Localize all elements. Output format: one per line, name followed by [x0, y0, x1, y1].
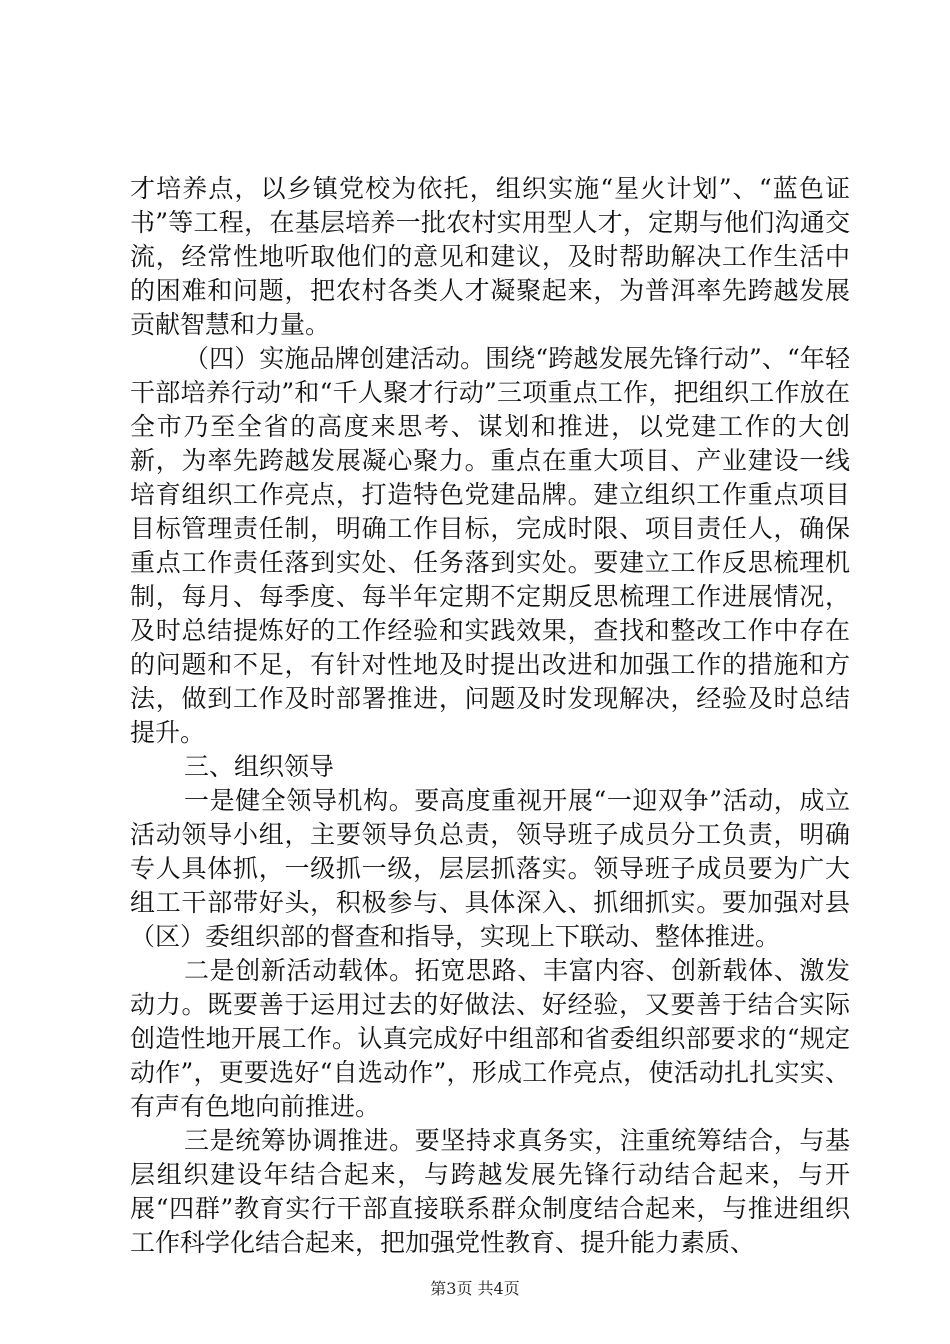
paragraph-continued: 才培养点，以乡镇党校为依托，组织实施“星火计划”、“蓝色证书”等工程，在基层培养一批农村实用型人才，定期与他们沟通交流，经常性地听取他们的意见和建议，及时帮助解决工作生活中的困难和问题，把农村各类人才凝聚起来，为普洱率先跨越发展贡献智慧和力量。 — [130, 174, 850, 339]
page-footer: 第3页 共4页 — [430, 1279, 520, 1298]
section-heading-organization-leadership: 三、组织领导 — [184, 752, 335, 781]
paragraph-coordination: 三是统筹协调推进。要坚持求真务实，注重统筹结合，与基层组织建设年结合起来，与跨越发展先锋行动结合起来，与开展“四群”教育实行干部直接联系群众制度结合起来，与推进组织工作科学化结合起来，把加强党性教育、提升能力素质、 — [130, 1126, 850, 1257]
paragraph-brand-building: （四）实施品牌创建活动。围绕“跨越发展先锋行动”、“年轻干部培养行动”和“千人聚才行动”三项重点工作，把组织工作放在全市乃至全省的高度来思考、谋划和推进，以党建工作的大创新，为率先跨越发展凝心聚力。重点在重大项目、产业建设一线培育组织工作亮点，打造特色党建品牌。建立组织工作重点项目目标管理责任制，明确工作目标，完成时限、项目责任人，确保重点工作责任落到实处、任务落到实处。要建立工作反思梳理机制，每月、每季度、每半年定期不定期反思梳理工作进展情况，及时总结提炼好的工作经验和实践效果，查找和整改工作中存在的问题和不足，有针对性地及时提出改进和加强工作的措施和方法，做到工作及时部署推进，问题及时发现解决，经验及时总结提升。 — [130, 344, 850, 747]
paragraph-activity-innovation: 二是创新活动载体。拓宽思路、丰富内容、创新载体、激发动力。既要善于运用过去的好做法、好经验，又要善于结合实际创造性地开展工作。认真完成好中组部和省委组织部要求的“规定动作”，更要选好“自选动作”，形成工作亮点，使活动扎扎实实、有声有色地向前推进。 — [130, 956, 850, 1121]
paragraph-leadership-structure: 一是健全领导机构。要高度重视开展“一迎双争”活动，成立活动领导小组，主要领导负总责，领导班子成员分工负责，明确专人具体抓，一级抓一级，层层抓落实。领导班子成员要为广大组工干部带好头，积极参与、具体深入、抓细抓实。要加强对县（区）委组织部的督查和指导，实现上下联动、整体推进。 — [130, 786, 850, 951]
document-body — [130, 172, 850, 1260]
